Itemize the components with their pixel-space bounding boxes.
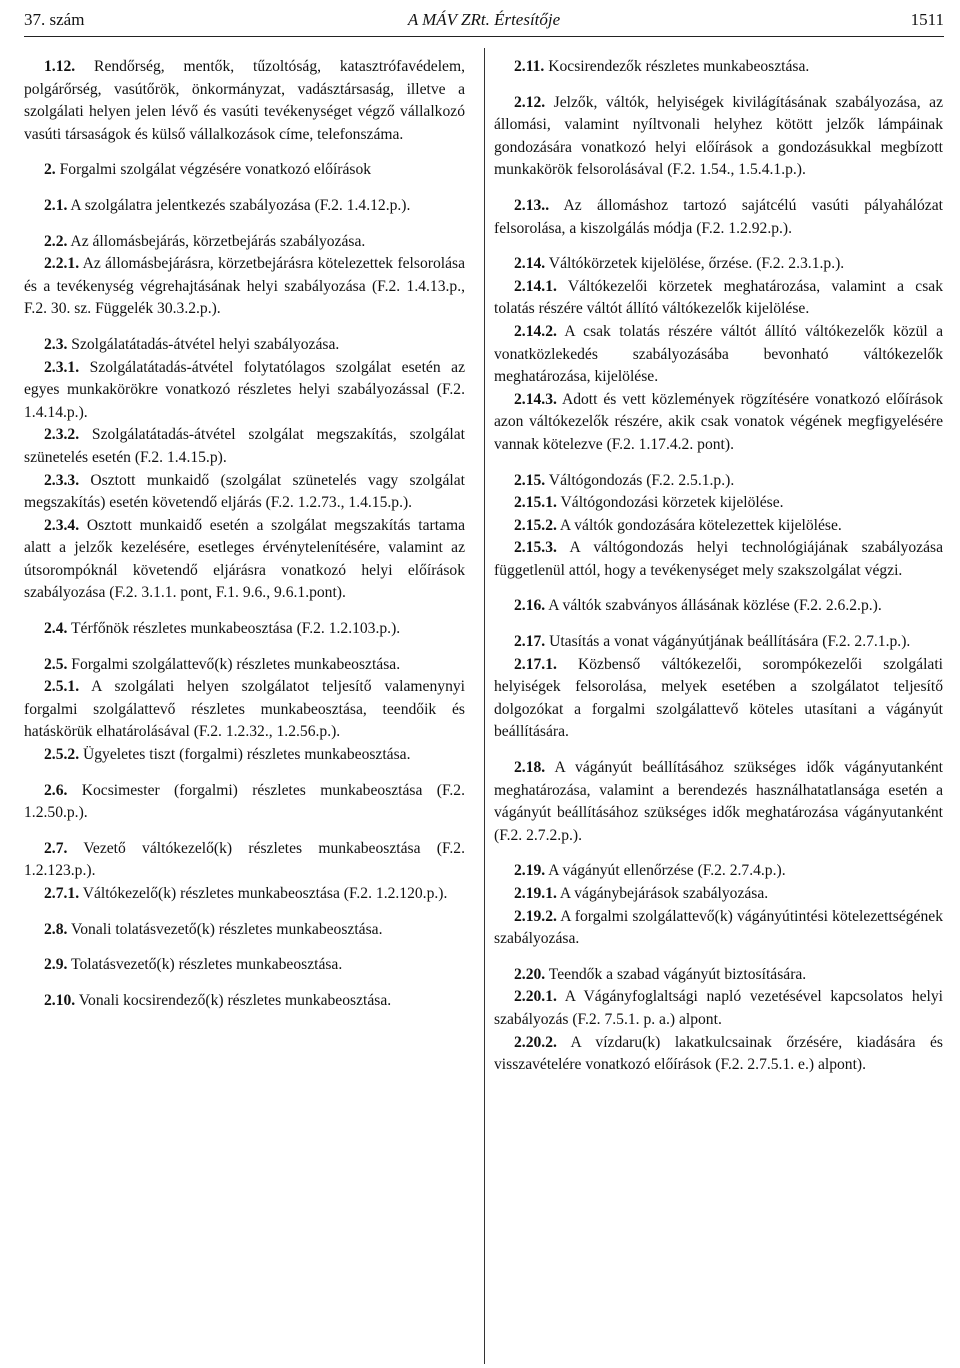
paragraph-text: Vezető váltókezelő(k) részletes munkabeosztása (F.2. 1.2.123.p.). bbox=[24, 839, 465, 880]
paragraph-text: Forgalmi szolgálattevő(k) részletes munkabeosztása. bbox=[67, 655, 401, 673]
paragraph bbox=[494, 986, 943, 1031]
paragraph bbox=[24, 744, 465, 767]
section-number: 2.19. bbox=[514, 862, 546, 880]
paragraph-text: Szolgálatátadás-átvétel szolgálat megszakítás, szolgálat szünetelés esetén (F.2. 1.4.15.p). bbox=[24, 426, 465, 466]
section-number: 2.13.. bbox=[514, 196, 550, 214]
paragraph bbox=[24, 231, 465, 254]
paragraph bbox=[494, 595, 943, 618]
section-number: 2.20. bbox=[514, 965, 546, 983]
paragraph-text: Osztott munkaidő esetén a szolgálat megszakítás tartama alatt a jelzők kezelésére, esetleges érvénytelenítésére, valamint az útsorompóknál követendő eljárásra vonatkozó helyi előírások szabályozása (F.2. 3.1.1. pont, F.1. 9.6., 9.6.1.pont). bbox=[24, 516, 465, 602]
paragraph bbox=[494, 515, 943, 538]
paragraph-text: Az állomásbejárásra, körzetbejárásra kötelezettek felsorolása és a tevékenység végrehajtásának helyi szabályozása (F.2. 1.4.13.p., F.2. 30. sz. Függelék 30.3.2.p.). bbox=[24, 255, 465, 318]
section-number: 2.19.1. bbox=[514, 885, 557, 902]
section-number: 2.20.2. bbox=[514, 1033, 557, 1051]
paragraph bbox=[494, 964, 943, 987]
paragraph bbox=[494, 276, 943, 321]
section-number: 2.5.2. bbox=[44, 746, 80, 764]
section-number: 2.4. bbox=[44, 620, 68, 638]
paragraph-text: Tolatásvezető(k) részletes munkabeosztása. bbox=[67, 956, 343, 974]
paragraph-text: Teendők a szabad vágányút biztosítására. bbox=[545, 965, 807, 983]
section-number: 2.8. bbox=[44, 920, 68, 938]
paragraph bbox=[494, 757, 943, 847]
paragraph-text: A csak tolatás részére váltót állító váltókezelők közül a vonatközlekedés szabályozásába bevonható váltókezelők meghatározása, kijelölése. bbox=[494, 322, 943, 386]
paragraph bbox=[24, 357, 465, 425]
paragraph-text: A forgalmi szolgálattevő(k) vágányútintési kötelezettségének szabályozása. bbox=[494, 907, 943, 948]
paragraph-text: Ügyeletes tiszt (forgalmi) részletes munkabeosztása. bbox=[79, 746, 411, 764]
section-number: 2.9. bbox=[44, 956, 68, 974]
paragraph bbox=[494, 860, 943, 883]
paragraph bbox=[494, 654, 943, 744]
section-number: 2. bbox=[44, 161, 56, 179]
paragraph-text: A szolgálati helyen szolgálatot teljesítő valamenynyi forgalmi szolgálattevő részletes munkabeosztása, teendőik és hatáskörük elhatárolásával (F.2. 1.2.32., 1.2.56.p.). bbox=[24, 678, 465, 741]
paragraph-text: A vízdaru(k) lakatkulcsainak őrzésére, kiadására és visszavételére vonatkozó előírások (F.2. 2.7.5.1. e.) alpont). bbox=[494, 1033, 943, 1074]
section-number: 2.7.1. bbox=[44, 885, 80, 902]
paragraph bbox=[24, 883, 465, 906]
section-number: 2.11. bbox=[514, 58, 545, 75]
paragraph-text: Szolgálatátadás-átvétel folytatólagos szolgálat esetén az egyes munkakörökre vonatkozó részletes helyi szabályozással (F.2. 1.4.14.p.). bbox=[24, 358, 465, 421]
paragraph-text: Váltókezelő(k) részletes munkabeosztása (F.2. 1.2.120.p.). bbox=[79, 885, 448, 902]
paragraph bbox=[24, 676, 465, 744]
paragraph-text: Osztott munkaidő (szolgálat szünetelés vagy szolgálat megszakítás) esetén követendő eljárás (F.2. 1.2.73., 1.4.15.p.). bbox=[24, 471, 465, 512]
section-number: 2.14.3. bbox=[514, 390, 557, 408]
paragraph-text: Az állomásbejárás, körzetbejárás szabályozása. bbox=[67, 232, 366, 250]
journal-title: A MÁV ZRt. Értesítője bbox=[407, 10, 561, 29]
paragraph-text: A vágánybejárások szabályozása. bbox=[556, 885, 769, 902]
issue-number: 37. szám bbox=[24, 10, 85, 29]
paragraph bbox=[24, 838, 465, 883]
section-number: 2.2.1. bbox=[44, 255, 80, 273]
paragraph-text: A váltók gondozására kötelezettek kijelölése. bbox=[556, 516, 842, 534]
paragraph-text: A szolgálatra jelentkezés szabályozása (F.2. 1.4.12.p.). bbox=[67, 196, 411, 214]
section-number: 2.19.2. bbox=[514, 907, 557, 925]
section-number: 2.18. bbox=[514, 759, 546, 777]
paragraph-text: Kocsimester (forgalmi) részletes munkabeosztása (F.2. 1.2.50.p.). bbox=[24, 781, 465, 822]
paragraph-text: A vágányút beállításához szükséges idők vágányutanként meghatározása, valamint a berendezés használhatatlansága esetén a vágányút beállításához szükséges idők meghatározása vágányutanként (F.2. 2.7.2.p.). bbox=[494, 759, 943, 844]
paragraph-text: Jelzők, váltók, helyiségek kivilágításának szabályozása, az állomási, valamint nyíltvonali helyhez kötött jelzők lámpáinak gondozására vonatkozó helyi előírások a gondozásukkal megbízott munkakörök felsorolásával (F.2. 1.54., 1.5.4.1.p.). bbox=[494, 93, 943, 179]
section-number: 2.3.4. bbox=[44, 516, 80, 534]
paragraph-text: Adott és vett közlemények rögzítésére vonatkozó előírások azon váltókezelők részére, akik csak vonatok végének megfigyelésére vannak kötelezve (F.2. 1.17.4.2. pont). bbox=[494, 390, 943, 453]
paragraph bbox=[494, 92, 943, 182]
paragraph bbox=[24, 990, 465, 1013]
paragraph bbox=[24, 56, 465, 146]
paragraph bbox=[494, 470, 943, 493]
paragraph-text: Váltógondozási körzetek kijelölése. bbox=[556, 494, 784, 512]
section-number: 2.1. bbox=[44, 196, 68, 214]
paragraph-text: Vonali kocsirendező(k) részletes munkabeosztása. bbox=[75, 991, 392, 1009]
section-number: 2.15.3. bbox=[514, 539, 557, 557]
paragraph bbox=[24, 654, 465, 677]
paragraph bbox=[494, 492, 943, 515]
paragraph bbox=[494, 537, 943, 582]
paragraph bbox=[24, 515, 465, 605]
section-number: 2.5. bbox=[44, 655, 68, 673]
paragraph bbox=[24, 954, 465, 977]
section-number: 2.2. bbox=[44, 232, 68, 250]
paragraph-text: Az állomáshoz tartozó sajátcélú vasúti pályahálózat felsorolása, a kiszolgálás módja (F.2. 1.2.92.p.). bbox=[494, 196, 943, 237]
section-number: 2.17. bbox=[514, 633, 546, 651]
page-header bbox=[24, 4, 944, 32]
paragraph bbox=[24, 195, 465, 218]
paragraph bbox=[24, 470, 465, 515]
section-number: 2.20.1. bbox=[514, 988, 557, 1006]
paragraph bbox=[24, 334, 465, 357]
paragraph bbox=[24, 919, 465, 942]
paragraph bbox=[24, 424, 465, 469]
paragraph bbox=[494, 883, 943, 906]
paragraph bbox=[24, 618, 465, 641]
paragraph-text: Vonali tolatásvezető(k) részletes munkabeosztása. bbox=[67, 920, 383, 938]
paragraph-text: Kocsirendezők részletes munkabeosztása. bbox=[544, 58, 810, 75]
paragraph-text: A váltógondozás helyi technológiájának szabályozása függetlenül attól, hogy a tevékenységet mely szakszolgálat végzi. bbox=[494, 539, 943, 579]
paragraph bbox=[24, 159, 465, 182]
paragraph bbox=[494, 195, 943, 240]
section-number: 2.16. bbox=[514, 597, 546, 615]
section-number: 1.12. bbox=[44, 58, 76, 75]
section-number: 2.12. bbox=[514, 93, 546, 111]
right-column bbox=[494, 56, 943, 1077]
section-number: 2.10. bbox=[44, 991, 76, 1009]
section-number: 2.14.2. bbox=[514, 322, 557, 340]
section-number: 2.14.1. bbox=[514, 277, 557, 295]
paragraph-text: A vágányút ellenőrzése (F.2. 2.7.4.p.). bbox=[545, 862, 786, 880]
paragraph-text: Forgalmi szolgálat végzésére vonatkozó előírások bbox=[55, 161, 372, 179]
section-number: 2.15. bbox=[514, 471, 546, 489]
paragraph bbox=[24, 253, 465, 321]
paragraph bbox=[494, 253, 943, 276]
section-number: 2.15.1. bbox=[514, 494, 557, 512]
paragraph-text: Váltógondozás (F.2. 2.5.1.p.). bbox=[545, 471, 735, 489]
paragraph-text: A váltók szabványos állásának közlése (F.2. 2.6.2.p.). bbox=[545, 597, 882, 615]
paragraph-text: Közbenső váltókezelői, sorompókezelői szolgálati helyiségek felsorolása, melyek esetében a szolgálatot teljesítő dolgozókat a forgalmi szolgálattevő köteles utasítani a vágányút beállítására. bbox=[494, 655, 943, 741]
paragraph bbox=[494, 321, 943, 389]
paragraph bbox=[494, 56, 943, 79]
paragraph bbox=[494, 389, 943, 457]
paragraph bbox=[494, 631, 943, 654]
left-column bbox=[24, 56, 465, 1012]
paragraph-text: Térfőnök részletes munkabeosztása (F.2. 1.2.103.p.). bbox=[67, 620, 401, 638]
column-divider bbox=[484, 48, 485, 1364]
paragraph-text: Váltókörzetek kijelölése, őrzése. (F.2. 2.3.1.p.). bbox=[545, 255, 845, 273]
page-number: 1511 bbox=[910, 10, 944, 29]
paragraph-text: Szolgálatátadás-átvétel helyi szabályozása. bbox=[67, 335, 340, 353]
paragraph-text: Rendőrség, mentők, tűzoltóság, katasztrófavédelem, polgárőrség, vasútőrök, önkormányzat, vadásztársaság, illetve a szolgálati helyen jelen lévő és vasúti tevékenységet végző vállalkozó vasúti társaságok és külső vállalkozások címe, telefonszáma. bbox=[24, 58, 465, 143]
section-number: 2.15.2. bbox=[514, 516, 557, 534]
section-number: 2.3. bbox=[44, 335, 68, 353]
section-number: 2.14. bbox=[514, 255, 546, 273]
paragraph bbox=[494, 1032, 943, 1077]
section-number: 2.17.1. bbox=[514, 655, 557, 673]
header-rule bbox=[24, 36, 944, 37]
paragraph bbox=[494, 906, 943, 951]
section-number: 2.3.3. bbox=[44, 471, 80, 489]
paragraph-text: A Vágányfoglaltsági napló vezetésével kapcsolatos helyi szabályozás (F.2. 7.5.1. p. a.) alpont. bbox=[494, 988, 943, 1028]
section-number: 2.7. bbox=[44, 839, 68, 857]
section-number: 2.6. bbox=[44, 781, 68, 799]
section-number: 2.5.1. bbox=[44, 678, 80, 696]
section-number: 2.3.2. bbox=[44, 426, 80, 444]
paragraph bbox=[24, 780, 465, 825]
section-number: 2.3.1. bbox=[44, 358, 80, 376]
paragraph-text: Váltókezelői körzetek meghatározása, valamint a csak tolatás részére váltót állító váltókezelők kijelölése. bbox=[494, 277, 943, 318]
paragraph-text: Utasítás a vonat vágányútjának beállítására (F.2. 2.7.1.p.). bbox=[545, 633, 911, 651]
